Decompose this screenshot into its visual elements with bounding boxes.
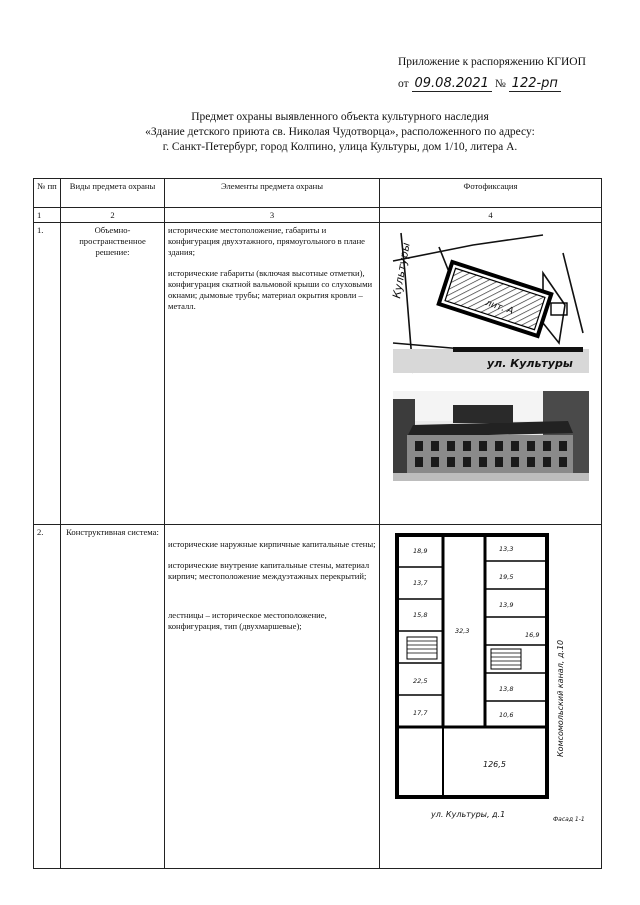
- room-area: 18,9: [412, 547, 427, 555]
- title-line-2: «Здание детского приюта св. Николая Чудотворца», расположенного по адресу:: [145, 126, 535, 138]
- room-area: 10,6: [498, 711, 513, 719]
- room-area: 17,7: [412, 709, 427, 717]
- row-photos: [380, 223, 602, 525]
- col-number-2: 2: [61, 208, 165, 223]
- row-kind: Конструктивная система:: [61, 525, 165, 869]
- element-text: исторические внутрение капитальные стены, материал кирпич; местоположение междуэтажных перекрытий;: [168, 560, 370, 581]
- table-row: [34, 223, 602, 525]
- site-map-image: [389, 233, 589, 373]
- appendix-date-line: [398, 77, 618, 91]
- header-photo: Фотофиксация: [380, 179, 602, 208]
- room-area: 32,3: [454, 627, 469, 635]
- row-kind: Объемно-пространственное решение:: [61, 223, 165, 525]
- column-number-row: [34, 208, 602, 223]
- room-area: 19,5: [498, 573, 513, 581]
- room-area: 13,9: [498, 601, 513, 609]
- room-area: 16,9: [524, 631, 539, 639]
- map-street-bottom: ул. Культуры: [486, 357, 573, 370]
- col-number-4: 4: [380, 208, 602, 223]
- map-street-label: Культуры: [389, 241, 413, 300]
- title-line-1: Предмет охраны выявленного объекта культурного наследия: [191, 111, 489, 123]
- row-number: 2.: [34, 525, 61, 869]
- from-label: от: [398, 78, 409, 90]
- table-header-row: [34, 179, 602, 208]
- col-number-1: 1: [34, 208, 61, 223]
- floor-plan-image: [387, 527, 595, 827]
- element-text: исторические местоположение, габариты и конфигурация двухэтажного, прямоугольного в плане здания;: [168, 225, 365, 257]
- appendix-line: Приложение к распоряжению КГИОП: [398, 56, 586, 68]
- order-number: 122-рп: [509, 76, 561, 92]
- plan-stamp: Фасад 1-1: [552, 816, 585, 823]
- header-kind: Виды предмета охраны: [61, 179, 165, 208]
- col-number-3: 3: [165, 208, 380, 223]
- room-area: 13,7: [412, 579, 427, 587]
- element-text: исторические наружные кирпичные капитальные стены;: [168, 539, 376, 549]
- header-elements: Элементы предмета охраны: [165, 179, 380, 208]
- row-photos: [380, 525, 602, 869]
- row-elements: [165, 525, 380, 869]
- room-area: 13,3: [498, 545, 513, 553]
- row-elements: [165, 223, 380, 525]
- element-text: исторические габариты (включая высотные отметки), конфигурация скатной вальмовой крыши со слуховыми окнами; дымовые трубы; материал окрытия кровли – металл.: [168, 268, 373, 311]
- plan-bottom-label: ул. Культуры, д.1: [430, 810, 505, 819]
- protection-table: [33, 178, 602, 869]
- room-area: 15,8: [412, 611, 427, 619]
- title-line-3: г. Санкт-Петербург, город Колпино, улица Культуры, дом 1/10, литера А.: [162, 141, 518, 153]
- element-text: лестницы – историческое местоположение, конфигурация, тип (двухмаршевые);: [168, 610, 327, 631]
- room-area: 126,5: [482, 760, 506, 769]
- table-row: [34, 525, 602, 869]
- order-date: 09.08.2021: [412, 76, 492, 92]
- row-number: 1.: [34, 223, 61, 525]
- number-sign: №: [494, 78, 506, 90]
- building-photo: [393, 391, 589, 481]
- document-title: [60, 110, 620, 155]
- map-lit-label: лит. А: [483, 298, 514, 317]
- header-num: № пп: [34, 179, 61, 208]
- appendix-header: [398, 55, 618, 91]
- plan-side-label: Комсомольский канал, д.10: [555, 639, 565, 757]
- room-area: 13,8: [498, 685, 513, 693]
- room-area: 22,5: [412, 677, 427, 685]
